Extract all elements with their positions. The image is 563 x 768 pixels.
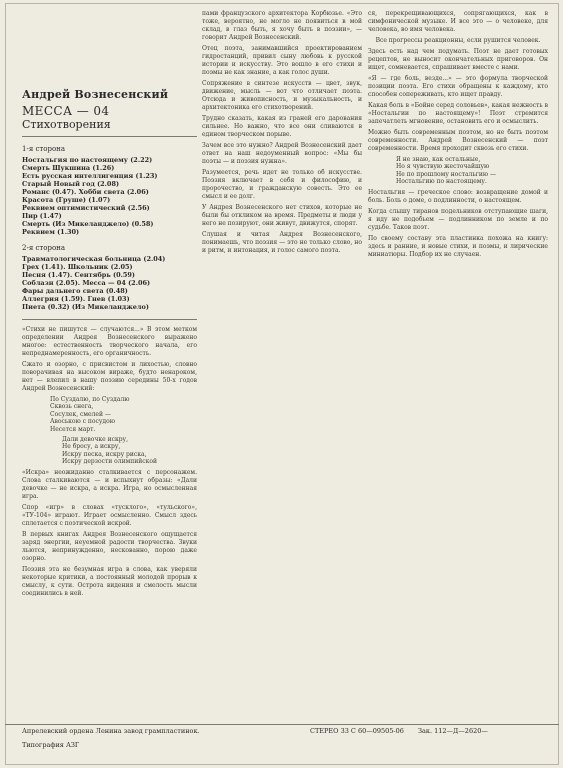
manufacturer-line: Апрелевский ордена Ленина завод грампластинок. — [22, 727, 200, 735]
body-paragraph: Сжато и озорно, с присвистом и лихостью, словно поворачивая на высоком вираже, будто ненароком, нет — влепил в нашу поэзию середины 50-х годов Андрей Вознесенский: — [22, 361, 197, 392]
body-paragraph: «Искра» неожиданно сталкивается с персонажем. Слова сталкиваются — и вспыхнут образы: «Дали девочке — не искра, а искра. Игра, но осмысленная игра. — [22, 468, 197, 500]
body-paragraph: пами французского архитектора Корбюзье. «Это тоже, вероятно, не могло не появиться в мой склад, в глаз быть, я хочу быть в поэзии», — говорит Андрей Вознесенский. — [202, 10, 362, 41]
poem-excerpt — [368, 156, 548, 186]
body-paragraph: Отец поэта, занимавшийся проектированием гидростанций, привил сыну любовь к русской истории и искусству. Это вошло в его стихи и поэмы не как знание, а как голос души. — [202, 45, 362, 76]
side-a-tracklist — [22, 156, 197, 236]
track-item: Красота (Груше) (1.07) — [22, 196, 111, 204]
body-paragraph: Можно быть современным поэтом, но не быть поэтом современности. Андрей Вознесенский — поэт современности. Время проходит сквозь его стихи. — [368, 129, 548, 152]
body-paragraph: Все прогрессы реакционны, если рушится человек. — [375, 37, 541, 44]
column-right — [368, 10, 548, 720]
track-item: Песня (1.47). Сентябрь (0.59) — [22, 271, 135, 279]
poem-line: Ностальгию по настоящему. — [396, 178, 487, 186]
poem-line: Не по прошлому ностальгию — — [396, 170, 496, 178]
order-number: Зак. 112—Д—2620— — [418, 727, 488, 735]
track-item: Романс (0.47). Хобби света (2.06) — [22, 188, 149, 196]
catalog-number: СТЕРЕО 33 С 60—09505-06 — [310, 727, 404, 735]
side-b-label: 2-я сторона — [22, 244, 66, 252]
body-paragraph: «Стихи не пишутся — случаются...» В этом метком определении Андрея Вознесенского выражено многое: естественность творческого начала, его непреднамеренность, его органичность. — [22, 326, 197, 357]
body-paragraph: Здесь есть над чем подумать. Поэт не дает готовых рецептов, не выносит окончательных приговоров. Он ищет, сомневается, спрашивает вместе с нами. — [368, 48, 548, 71]
track-item: Есть русская интеллигенция (1.23) — [22, 172, 158, 180]
poem-excerpt — [22, 436, 197, 466]
track-item: Пир (1.47) — [22, 212, 62, 220]
track-item: Реквием (1.30) — [22, 228, 80, 236]
poem-line: По Суздалю, по Суздалю — [50, 396, 130, 403]
side-a-label: 1-я сторона — [22, 145, 66, 153]
poem-excerpt — [22, 396, 197, 433]
album-subtitle: Стихотворения — [22, 118, 111, 131]
column-left — [22, 88, 197, 720]
track-item: Фары дальнего света (0.48) — [22, 287, 128, 295]
poem-line: Искру дерзости олимпийской — [62, 458, 157, 466]
footer-divider — [5, 724, 559, 725]
body-paragraph: ся, перекрещивающихся, сопрягающихся, как в симфонической музыке. И все это — о человеке, для человека, во имя человека. — [368, 10, 548, 33]
body-paragraph: Поэзия эта не безумная игра в слова, как уверяли некоторые критики, а постоянный молодой прорыв к смыслу, к сути. Острота видения и смелость мысли соединились в ней. — [22, 565, 197, 597]
column-middle — [202, 10, 362, 720]
poem-line: Дали девочке искру, — [62, 436, 128, 444]
poem-line: Искру песка, искру риска, — [62, 450, 147, 458]
poem-line: Несется март. — [50, 425, 96, 433]
body-paragraph: Ностальгия — греческое слово: возвращение домой и боль. Боль о доме, о подлинности, о настоящем. — [368, 188, 548, 204]
poem-line: Но я чувствую жесточайшую — [396, 163, 490, 171]
tracklist-divider — [22, 319, 197, 320]
side-b-tracklist — [22, 255, 197, 311]
body-paragraph: «Я — где боль, везде...» — это формула творческой позиции поэта. Его стихи обращены к каждому, кто способен сопереживать, кто ищет правду. — [368, 75, 548, 98]
body-paragraph: Разумеется, речь идет не только об искусстве. Поэзия включает в себя и философию, и пророчество, и гражданскую совесть. Это ее смысл и ее долг. — [202, 169, 362, 200]
poem-line: Сосулек, смелей — — [50, 410, 111, 418]
body-paragraph: Какая боль в «Бойне серед соловьев», какая нежность в «Ностальгии по настоящему»! Поэт стремится запечатлеть мгновение, остановить его и осмыслить. — [368, 102, 548, 125]
track-item: Смерть Шукшина (1.26) — [22, 164, 115, 172]
poem-line: Авоською с посудою — [50, 418, 115, 426]
track-item: Пиета (0.32) (Из Микеланджело) — [22, 303, 149, 311]
title-divider — [22, 136, 197, 137]
track-item: Старый Новый год (2.08) — [22, 180, 120, 188]
track-item: Грех (1.41). Школьник (2.05) — [22, 263, 133, 271]
track-item: Соблазн (2.05). Месса — 04 (2.06) — [22, 279, 151, 287]
author-name: Андрей Вознесенский — [22, 88, 169, 101]
printer-credit: Типография АЗГ — [22, 741, 80, 749]
track-item: Смерть (Из Микеланджело) (0.58) — [22, 220, 154, 228]
track-item: Ностальгия по настоящему (2.22) — [22, 156, 153, 164]
body-paragraph: Когда слышу тиранов подельников отступающие шаги, я иду не подобьем — подлинником по земле и по судьбе. Таков поэт. — [368, 207, 548, 231]
body-paragraph: По своему составу эта пластинка похожа на книгу: здесь и ранние, и новые стихи, и поэмы, и лирические миниатюры. Подбор их не случаен. — [368, 234, 548, 258]
body-paragraph: В первых книгах Андрея Вознесенского ощущается заряд энергии, неуемной радости творчества. Звуки льются, непринужденно, нескованно, порою даже озорно. — [22, 530, 197, 562]
body-paragraph: Сопряжение в синтезе искусств — цвет, звук, движение, мысль — вот что отличает поэта. Отсюда и живописность, и музыкальность, и архитектоника его стихотворений. — [202, 80, 362, 111]
body-paragraph: У Андрея Вознесенского нет стихов, которые не были бы откликом на время. Предметы и люди у него не позируют, они живут, движутся, спорят. — [202, 204, 362, 227]
album-title: МЕССА — 04 — [22, 104, 110, 118]
body-paragraph: Спор «игр» в словах «тусклого», «тульского», «ТУ-104» играют. Играет осмысленно. Смысл здесь сплетается с поэтической искрой. — [22, 503, 197, 527]
body-paragraph: Зачем все это нужно? Андрей Вознесенский дает ответ на наш недоуменный вопрос: «Мы бы поэты — и поэзия нужна». — [202, 142, 362, 165]
track-item: Аллегрия (1.59). Гнев (1.03) — [22, 295, 130, 303]
track-item: Реквием оптимистический (2.56) — [22, 204, 150, 212]
poem-line: Не бросу, а искру, — [62, 443, 121, 451]
body-paragraph: Слушая и читая Андрея Вознесенского, понимаешь, что поэзия — это не только слово, но и ритм, и интонация, и голос самого поэта. — [202, 231, 362, 254]
poem-line: Я не знаю, как остальные, — [396, 156, 481, 163]
body-paragraph: Трудно сказать, какая из граней его дарования сильнее. Но важно, что все они сливаются в едином творческом порыве. — [202, 115, 362, 138]
track-item: Травматологическая больница (2.04) — [22, 255, 166, 263]
poem-line: Сквозь снега, — [50, 403, 94, 411]
